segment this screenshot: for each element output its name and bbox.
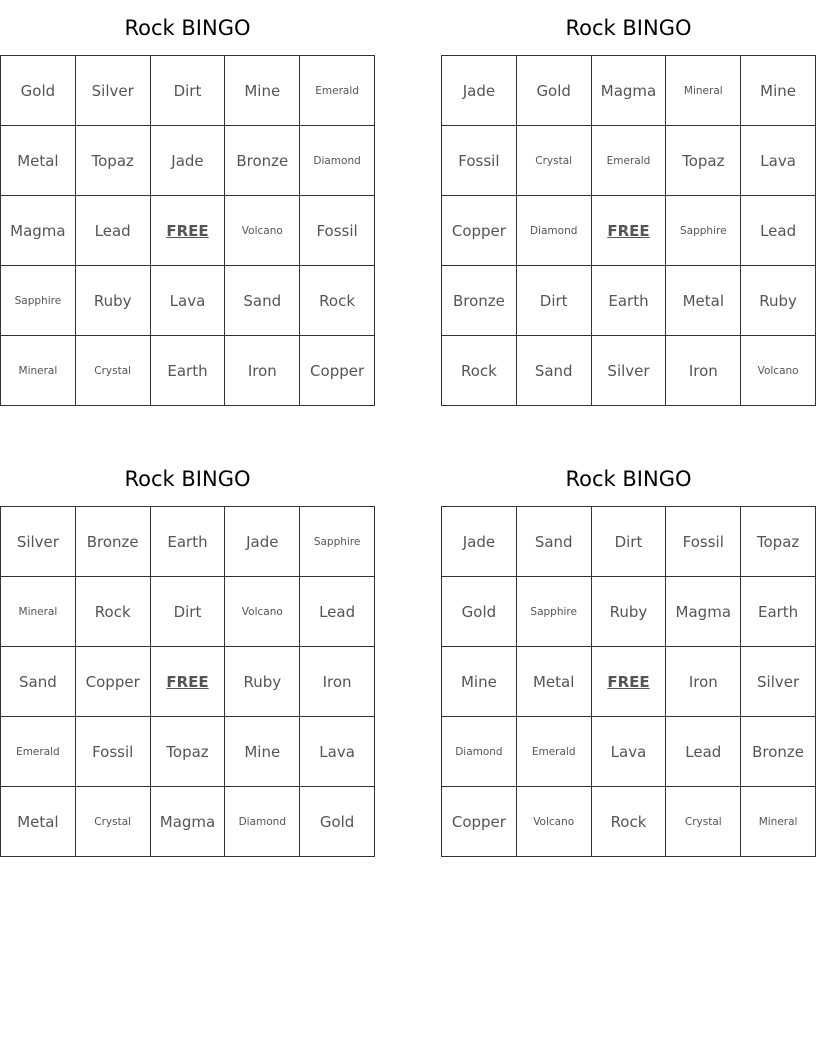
bingo-cell: Mine <box>225 56 300 126</box>
free-space: FREE <box>592 196 667 266</box>
bingo-cell: Earth <box>741 577 816 647</box>
bingo-cell: Iron <box>300 647 375 717</box>
bingo-grid <box>441 55 816 406</box>
bingo-cell: Crystal <box>517 126 592 196</box>
bingo-cell: Topaz <box>741 507 816 577</box>
bingo-cell: Iron <box>225 336 300 406</box>
bingo-cell: Fossil <box>300 196 375 266</box>
bingo-cell: Magma <box>1 196 76 266</box>
bingo-cell: Jade <box>225 507 300 577</box>
bingo-cell: Topaz <box>151 717 226 787</box>
bingo-cell: Diamond <box>517 196 592 266</box>
bingo-cell: Rock <box>76 577 151 647</box>
bingo-cell: Ruby <box>741 266 816 336</box>
bingo-cell: Jade <box>442 507 517 577</box>
bingo-cell: Silver <box>741 647 816 717</box>
bingo-cell: Mineral <box>1 336 76 406</box>
bingo-cell: Ruby <box>592 577 667 647</box>
bingo-cell: Mineral <box>741 787 816 857</box>
bingo-cell: Crystal <box>666 787 741 857</box>
bingo-cell: Lead <box>666 717 741 787</box>
bingo-cell: Bronze <box>442 266 517 336</box>
bingo-cell: Gold <box>1 56 76 126</box>
bingo-cell: Sand <box>517 507 592 577</box>
bingo-cell: Sapphire <box>300 507 375 577</box>
bingo-cell: Magma <box>592 56 667 126</box>
bingo-cell: Dirt <box>517 266 592 336</box>
bingo-cell: Metal <box>1 126 76 196</box>
bingo-cell: Copper <box>300 336 375 406</box>
bingo-cell: Volcano <box>225 577 300 647</box>
bingo-cell: Lava <box>300 717 375 787</box>
bingo-cell: Sand <box>225 266 300 336</box>
bingo-cell: Ruby <box>76 266 151 336</box>
bingo-cell: Mineral <box>666 56 741 126</box>
bingo-cell: Silver <box>76 56 151 126</box>
bingo-cell: Bronze <box>76 507 151 577</box>
bingo-cell: Metal <box>666 266 741 336</box>
free-space: FREE <box>151 647 226 717</box>
bingo-cell: Gold <box>517 56 592 126</box>
free-space: FREE <box>592 647 667 717</box>
free-space: FREE <box>151 196 226 266</box>
bingo-cell: Sapphire <box>1 266 76 336</box>
bingo-cell: Sand <box>1 647 76 717</box>
bingo-cell: Sand <box>517 336 592 406</box>
bingo-cell: Emerald <box>517 717 592 787</box>
bingo-grid <box>0 506 375 857</box>
bingo-cell: Bronze <box>741 717 816 787</box>
bingo-cell: Emerald <box>592 126 667 196</box>
card-title: Rock BINGO <box>565 16 692 40</box>
bingo-grid <box>0 55 375 406</box>
bingo-cell: Dirt <box>151 56 226 126</box>
bingo-cell: Dirt <box>592 507 667 577</box>
bingo-cell: Emerald <box>300 56 375 126</box>
bingo-cell: Bronze <box>225 126 300 196</box>
bingo-cell: Earth <box>151 336 226 406</box>
bingo-cell: Magma <box>666 577 741 647</box>
bingo-cell: Emerald <box>1 717 76 787</box>
bingo-cell: Earth <box>592 266 667 336</box>
bingo-cell: Crystal <box>76 787 151 857</box>
bingo-cell: Magma <box>151 787 226 857</box>
bingo-cell: Lead <box>741 196 816 266</box>
bingo-cell: Diamond <box>300 126 375 196</box>
bingo-cell: Silver <box>1 507 76 577</box>
bingo-cell: Iron <box>666 336 741 406</box>
bingo-cell: Jade <box>442 56 517 126</box>
bingo-cell: Mine <box>225 717 300 787</box>
bingo-cell: Sapphire <box>666 196 741 266</box>
bingo-card <box>0 451 375 857</box>
bingo-cell: Mineral <box>1 577 76 647</box>
bingo-cell: Lava <box>741 126 816 196</box>
bingo-cell: Rock <box>442 336 517 406</box>
bingo-cell: Iron <box>666 647 741 717</box>
bingo-card <box>441 451 816 857</box>
bingo-cell: Volcano <box>517 787 592 857</box>
bingo-cell: Topaz <box>666 126 741 196</box>
bingo-cell: Lead <box>76 196 151 266</box>
bingo-cell: Fossil <box>442 126 517 196</box>
bingo-cell: Rock <box>592 787 667 857</box>
bingo-cell: Diamond <box>442 717 517 787</box>
bingo-cell: Mine <box>442 647 517 717</box>
bingo-card <box>441 0 816 406</box>
bingo-cell: Fossil <box>76 717 151 787</box>
bingo-cell: Lava <box>151 266 226 336</box>
card-title: Rock BINGO <box>124 467 251 491</box>
bingo-cell: Gold <box>300 787 375 857</box>
bingo-cell: Volcano <box>741 336 816 406</box>
bingo-cell: Sapphire <box>517 577 592 647</box>
bingo-cell: Mine <box>741 56 816 126</box>
bingo-cell: Rock <box>300 266 375 336</box>
bingo-card <box>0 0 375 406</box>
bingo-cell: Earth <box>151 507 226 577</box>
card-title: Rock BINGO <box>124 16 251 40</box>
bingo-cell: Topaz <box>76 126 151 196</box>
bingo-cell: Lead <box>300 577 375 647</box>
card-title: Rock BINGO <box>565 467 692 491</box>
bingo-cell: Volcano <box>225 196 300 266</box>
bingo-cell: Jade <box>151 126 226 196</box>
bingo-cell: Metal <box>1 787 76 857</box>
bingo-cell: Ruby <box>225 647 300 717</box>
bingo-cell: Metal <box>517 647 592 717</box>
bingo-cell: Diamond <box>225 787 300 857</box>
bingo-cell: Fossil <box>666 507 741 577</box>
bingo-cell: Gold <box>442 577 517 647</box>
bingo-cell: Crystal <box>76 336 151 406</box>
bingo-cell: Lava <box>592 717 667 787</box>
bingo-grid <box>441 506 816 857</box>
bingo-cell: Copper <box>442 196 517 266</box>
bingo-cell: Copper <box>76 647 151 717</box>
bingo-cell: Dirt <box>151 577 226 647</box>
bingo-cell: Copper <box>442 787 517 857</box>
bingo-cell: Silver <box>592 336 667 406</box>
